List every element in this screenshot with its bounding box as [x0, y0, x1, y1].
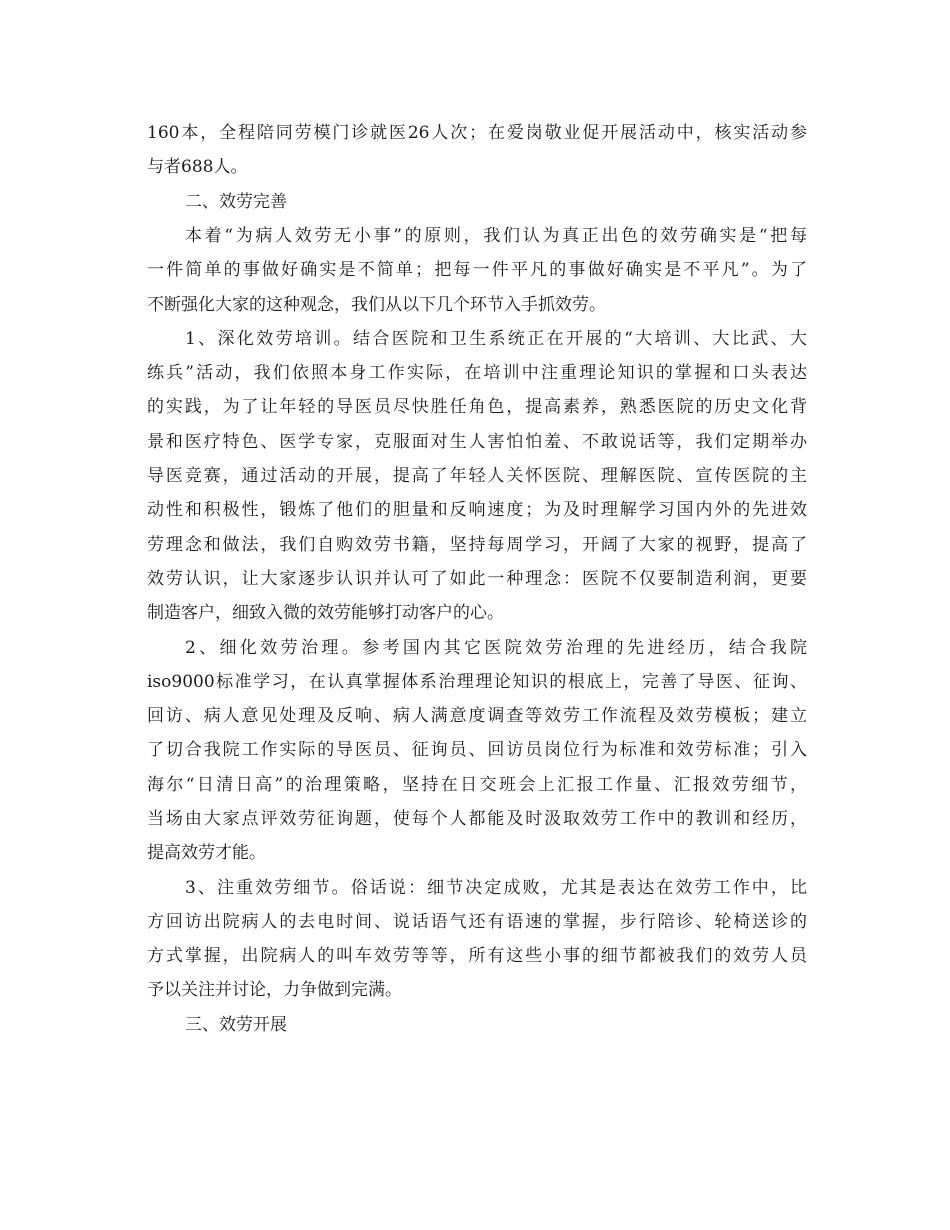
paragraph-line: 回访、病人意见处理及反响、病人满意度调查等效劳工作流程及效劳模板；建立 [147, 706, 807, 726]
paragraph-line: 效劳认识，让大家逐步认识并认可了如此一种理念：医院不仅要制造利润，更要 [147, 569, 807, 589]
paragraph-line: 方回访出院病人的去电时间、说话语气还有语速的掌握，步行陪诊、轮椅送诊的 [147, 912, 807, 932]
paragraph-line: 海尔“日清日高”的治理策略，坚持在日交班会上汇报工作量、汇报效劳细节， [147, 775, 807, 795]
paragraph-line: 制造客户，细致入微的效劳能够打动客户的心。 [147, 603, 504, 623]
paragraph-line: 当场由大家点评效劳征询题，使每个人都能及时汲取效劳工作中的教训和经历， [147, 809, 807, 829]
paragraph-line: 景和医疗特色、医学专家，克服面对生人害怕怕羞、不敢说话等，我们定期举办 [147, 432, 807, 452]
paragraph-line: 160本，全程陪同劳模门诊就医26人次；在爱岗敬业促开展活动中，核实活动参 [147, 123, 807, 143]
paragraph-first-line: 1、深化效劳培训。结合医院和卫生系统正在开展的“大培训、大比武、大 [185, 329, 807, 349]
paragraph-line: 导医竞赛，通过活动的开展，提高了年轻人关怀医院、理解医院、宣传医院的主 [147, 466, 807, 486]
paragraph-line: 与者688人。 [147, 157, 248, 177]
paragraph-line: 的实践，为了让年轻的导医员尽快胜任角色，提高素养，熟悉医院的历史文化背 [147, 397, 807, 417]
paragraph-line: 动性和积极性，锻炼了他们的胆量和反响速度；为及时理解学习国内外的先进效 [147, 500, 807, 520]
paragraph-line: iso9000标准学习，在认真掌握体系治理理论知识的根底上，完善了导医、征询、 [147, 672, 807, 692]
paragraph-first-line: 3、注重效劳细节。俗话说：细节决定成败，尤其是表达在效劳工作中，比 [185, 878, 807, 898]
paragraph-first-line: 二、效劳完善 [185, 192, 287, 212]
paragraph-line: 予以关注并讨论，力争做到完满。 [147, 980, 402, 1000]
paragraph-first-line: 2、细化效劳治理。参考国内其它医院效劳治理的先进经历，结合我院 [185, 638, 807, 658]
paragraph-line: 练兵”活动，我们依照本身工作实际，在培训中注重理论知识的掌握和口头表达 [147, 363, 807, 383]
paragraph-line: 劳理念和做法，我们自购效劳书籍，坚持每周学习，开阔了大家的视野，提高了 [147, 535, 807, 555]
paragraph-first-line: 三、效劳开展 [185, 1015, 287, 1035]
paragraph-line: 方式掌握，出院病人的叫车效劳等等，所有这些小事的细节都被我们的效劳人员 [147, 946, 807, 966]
paragraph-line: 了切合我院工作实际的导医员、征询员、回访员岗位行为标准和效劳标准；引入 [147, 740, 807, 760]
paragraph-line: 不断强化大家的这种观念，我们从以下几个环节入手抓效劳。 [147, 295, 606, 315]
paragraph-first-line: 本着“为病人效劳无小事”的原则，我们认为真正出色的效劳确实是“把每 [185, 226, 807, 246]
paragraph-line: 提高效劳才能。 [147, 843, 266, 863]
paragraph-line: 一件简单的事做好确实是不简单；把每一件平凡的事做好确实是不平凡”。为了 [147, 260, 807, 280]
